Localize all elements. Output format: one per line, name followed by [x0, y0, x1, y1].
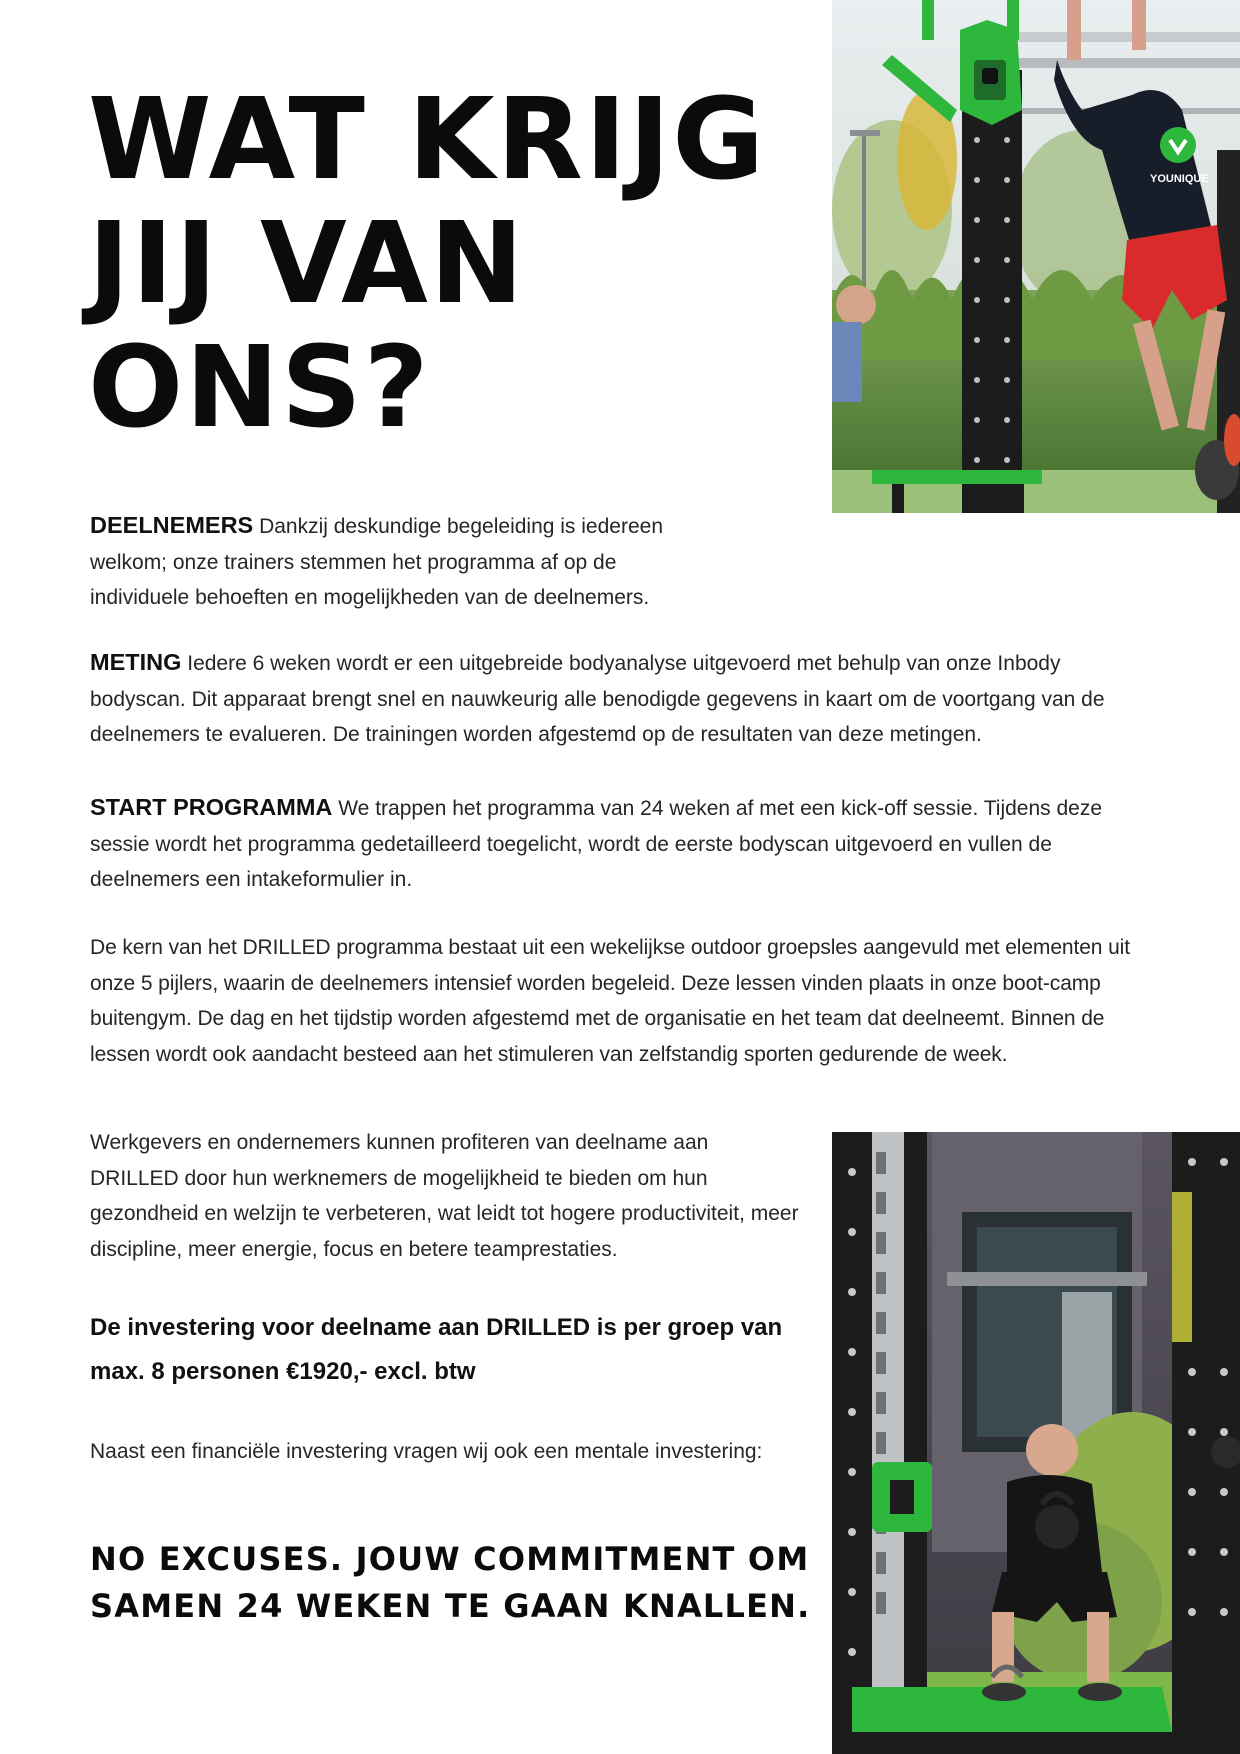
slogan-line-1: NO EXCUSES. JOUW COMMITMENT OM: [90, 1540, 810, 1578]
photo-pullup-illustration: [832, 0, 1240, 513]
meting-text: Iedere 6 weken wordt er een uitgebreide bodyanalyse uitgevoerd met behulp van onze Inbody bodyscan. Dit apparaat brengt snel en nauwkeurig alle benodigde gegevens in kaart om de voortgang van de deelnemers te evalueren. De trainingen worden afgestemd op de resultaten van deze metingen.: [90, 652, 1105, 746]
closing-slogan: [90, 1536, 810, 1630]
headline-line-1: WAT KRIJG: [88, 75, 767, 205]
section-kern-programma: De kern van het DRILLED programma bestaat uit een wekelijkse outdoor groepsles aangevuld met elementen uit onze 5 pijlers, waarin de deelnemers intensief worden begeleid. Deze lessen vinden plaats in onze boot-camp buitengym. De dag en het tijdstip worden afgestemd met de organisatie en het team dat deelneemt. Binnen de lessen wordt ook aandacht besteed aan het stimuleren van zelfstandig sporten gedurende de week.: [90, 936, 1130, 1066]
mental-investment-intro: Naast een financiële investering vragen wij ook een mentale investering:: [90, 1440, 763, 1463]
start-programma-lead: START PROGRAMMA: [90, 794, 333, 820]
deelnemers-lead: DEELNEMERS: [90, 512, 254, 538]
photo-kettlebell-illustration: [832, 1132, 1240, 1754]
shirt-brand-text: YOUNIQUE: [1150, 173, 1209, 185]
section-deelnemers: [90, 508, 690, 616]
investment-statement: De investering voor deelname aan DRILLED is per groep van max. 8 personen €1920,- excl. btw: [90, 1314, 783, 1385]
photo-outdoor-gym-pullup: [832, 0, 1240, 513]
headline-line-2: JIJ VAN: [88, 199, 526, 329]
slogan-line-2: SAMEN 24 WEKEN TE GAAN KNALLEN.: [90, 1587, 811, 1625]
meting-lead: METING: [90, 649, 182, 675]
headline-line-3: ONS?: [88, 323, 431, 453]
section-meting: [90, 645, 1150, 753]
start-programma-text: We trappen het programma van 24 weken af met een kick-off sessie. Tijdens deze sessie wordt het programma gedetailleerd toegelicht, wordt de eerste bodyscan uitgevoerd en vullen de deelnemers een intakeformulier in.: [90, 797, 1103, 891]
section-werkgevers: Werkgevers en ondernemers kunnen profiteren van deelname aan DRILLED door hun werknemers de mogelijkheid te bieden om hun gezondheid en welzijn te verbeteren, wat leidt tot hogere productiviteit, meer discipline, meer energie, focus en betere teamprestaties.: [90, 1131, 799, 1261]
deelnemers-text: Dankzij deskundige begeleiding is iedereen welkom; onze trainers stemmen het programma af op de individuele behoeften en mogelijkheden van de deelnemers.: [90, 515, 664, 609]
page-headline: [88, 75, 767, 453]
section-start-programma: [90, 790, 1150, 898]
photo-kettlebell-squat: [832, 1132, 1240, 1754]
